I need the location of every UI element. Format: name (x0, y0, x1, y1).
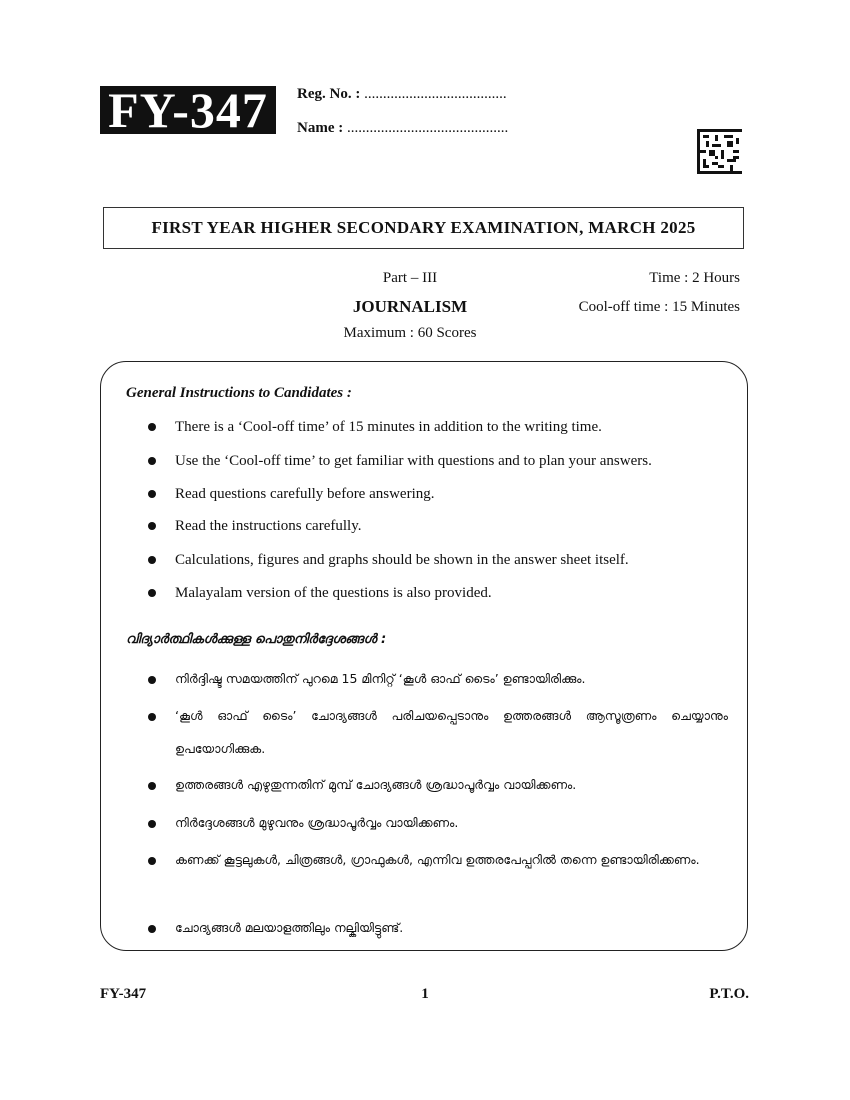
instruction-text: Malayalam version of the questions is also provided. (175, 585, 492, 601)
exam-subject: JOURNALISM (352, 297, 468, 316)
bullet-icon (148, 556, 156, 564)
bullet-icon (148, 782, 156, 790)
exam-time: Time : 2 Hours (649, 270, 740, 286)
malayalam-instructions-heading: വിദ്യാർത്ഥികൾക്കുള്ള പൊതുനിർദ്ദേശങ്ങൾ : (126, 632, 387, 647)
max-scores: Maximum : 60 Scores (343, 325, 477, 341)
reg-no-label: Reg. No. : (297, 86, 361, 102)
reg-no-field (297, 86, 507, 103)
ml-instruction-text: നിർദ്ദേശങ്ങൾ മുഴുവനും ശ്രദ്ധാപൂർവ്വം വായിക്കണം. (175, 815, 459, 830)
ml-instruction-text: ‘കൂൾ ഓഫ് ടൈം’ ചോദ്യങ്ങൾ പരിചയപ്പെടാനും ഉത്തരങ്ങൾ ആസൂത്രണം ചെയ്യാനും ഉപയോഗിക്കുക. (175, 708, 728, 756)
instruction-text: There is a ‘Cool-off time’ of 15 minutes in addition to the writing time. (175, 419, 602, 435)
instruction-text: Read the instructions carefully. (175, 518, 362, 534)
cool-off-time: Cool-off time : 15 Minutes (578, 299, 740, 315)
ml-instruction-text: ചോദ്യങ്ങൾ മലയാളത്തിലും നല്കിയിട്ടുണ്ട്. (175, 920, 404, 935)
instruction-text: Calculations, figures and graphs should be shown in the answer sheet itself. (175, 552, 629, 568)
reg-no-blank: ...................................... (364, 86, 507, 102)
bullet-icon (148, 522, 156, 530)
page-number: 1 (421, 986, 429, 1002)
instruction-text: Read questions carefully before answering. (175, 486, 435, 502)
bullet-icon (148, 925, 156, 933)
bullet-icon (148, 713, 156, 721)
footer-paper-code: FY-347 (100, 986, 147, 1002)
pto-label: P.T.O. (709, 986, 749, 1002)
qr-code-icon (697, 129, 742, 174)
ml-instruction-text: കണക്ക് കൂട്ടലുകൾ, ചിത്രങ്ങൾ, ഗ്രാഫുകൾ, എന്നിവ ഉത്തരപേപ്പറിൽ തന്നെ ഉണ്ടായിരിക്കണം. (175, 852, 700, 867)
ml-instruction-text: നിർദ്ദിഷ്ട സമയത്തിന് പുറമെ 15 മിനിറ്റ് ‘കൂൾ ഓഫ് ടൈം’ ഉണ്ടായിരിക്കും. (175, 671, 586, 686)
bullet-icon (148, 589, 156, 597)
exam-part: Part – III (382, 270, 438, 286)
bullet-icon (148, 820, 156, 828)
paper-code-badge: FY-347 (100, 86, 276, 134)
instructions-heading: General Instructions to Candidates : (126, 385, 352, 401)
bullet-icon (148, 490, 156, 498)
bullet-icon (148, 423, 156, 431)
bullet-icon (148, 857, 156, 865)
name-field (297, 120, 508, 137)
bullet-icon (148, 676, 156, 684)
instruction-text: Use the ‘Cool-off time’ to get familiar with questions and to plan your answers. (175, 453, 652, 469)
ml-instruction-text: ഉത്തരങ്ങൾ എഴുതുന്നതിന് മുമ്പ് ചോദ്യങ്ങൾ ശ്രദ്ധാപൂർവ്വം വായിക്കണം. (175, 777, 577, 792)
bullet-icon (148, 457, 156, 465)
exam-title: FIRST YEAR HIGHER SECONDARY EXAMINATION, MARCH 2025 (103, 207, 744, 249)
name-label: Name : (297, 120, 344, 136)
name-blank: ........................................... (346, 120, 509, 136)
